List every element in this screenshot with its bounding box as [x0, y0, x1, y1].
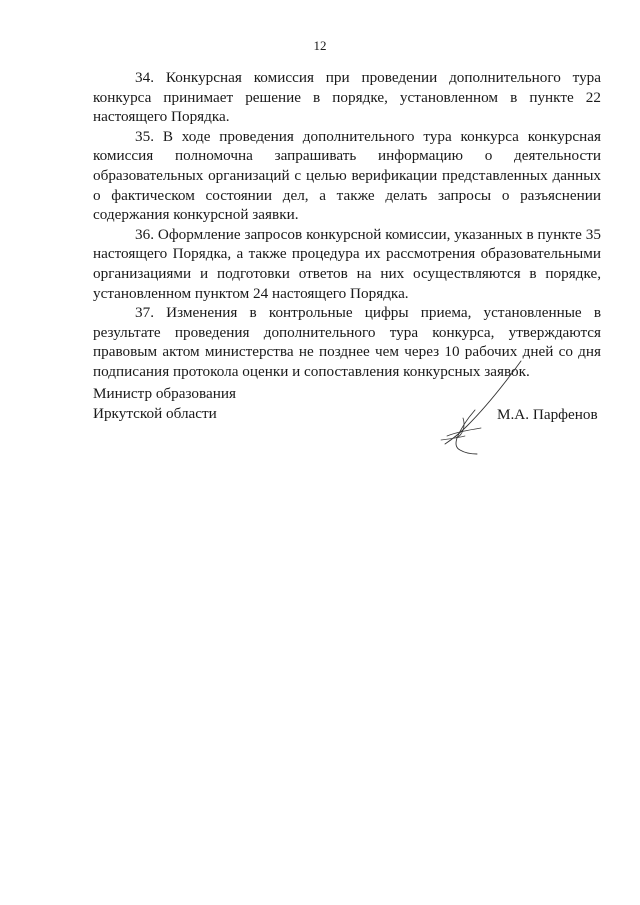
- signatory-name: М.А. Парфенов: [497, 406, 598, 423]
- signatory-position: [93, 384, 236, 424]
- page-number: 12: [313, 38, 327, 53]
- signatory-title: Министр образования: [93, 385, 236, 402]
- signatory-region: Иркутской области: [93, 405, 217, 422]
- document-body: [93, 68, 601, 382]
- paragraph-36: 36. Оформление запросов конкурсной комиссии, указанных в пункте 35 настоящего Порядка, а также процедура их рассмотрения образовательными организациями и подготовки ответов на них осуществляются в порядке, установленном пунктом 24 настоящего Порядка.: [93, 225, 601, 302]
- paragraph-37: 37. Изменения в контрольные цифры приема, установленные в результате проведения дополнительного тура конкурса, утверждаются правовым актом министерства не позднее чем через 10 рабочих дней со дня подписания протокола оценки и сопоставления конкурсных заявок.: [93, 304, 601, 380]
- paragraph-34: 34. Конкурсная комиссия при проведении дополнительного тура конкурса принимает решение в порядке, установленном в пункте 22 настоящего Порядка.: [93, 69, 601, 126]
- paragraph-35: 35. В ходе проведения дополнительного тура конкурса конкурсная комиссия полномочна запрашивать информацию о деятельности образовательных организаций с целью верификации представленных данных о фактическом состоянии дел, а также делать запросы о разъяснении содержания конкурсной заявки.: [93, 127, 601, 224]
